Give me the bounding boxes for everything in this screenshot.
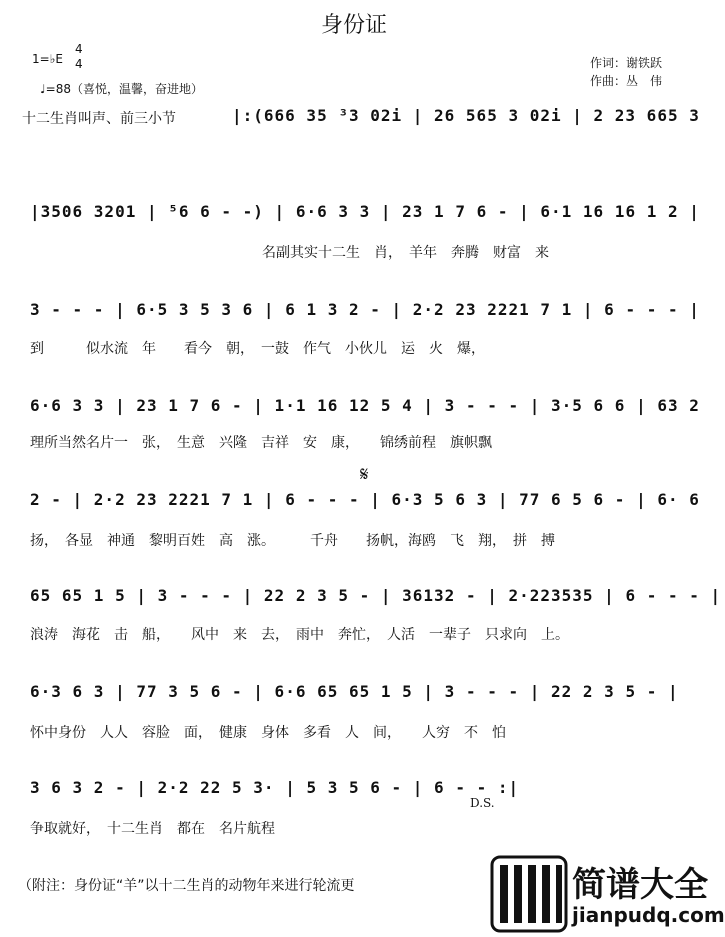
watermark-title: 简谱大全 bbox=[572, 865, 708, 905]
segno-sign: 𝄋 bbox=[360, 462, 369, 486]
music-row-7: 6·3 6 3 | 77 3 5 6 - | 6·6 65 65 1 5 | 3 - - - | 22 2 3 5 - | bbox=[30, 682, 679, 701]
piano-icon bbox=[490, 855, 568, 933]
music-row-8: 3 6 3 2 - | 2·2 22 5 3· | 5 3 5 6 - | 6 - - :| bbox=[30, 778, 520, 797]
time-numerator: 4 bbox=[75, 42, 83, 56]
watermark-url: jianpudq.com bbox=[572, 903, 725, 927]
composer-credit: 作曲：丛 伟 bbox=[590, 74, 663, 88]
lyrics-row-7: 怀中身份 人人 容脸 面， 健康 身体 多看 人 间， 人穷 不 怕 bbox=[30, 725, 506, 741]
lyrics-row-5: 扬， 各显 神通 黎明百姓 高 涨。 千舟 扬帆，海鸥 飞 翔， 拼 搏 bbox=[30, 533, 555, 549]
music-row-5: 2 - | 2·2 23 2221 7 1 | 6 - - - | 6·3 5 6 3 | 77 6 5 6 - | 6· 6 bbox=[30, 490, 700, 509]
footnote: （附注：身份证“羊”以十二生肖的动物年来进行轮流更 bbox=[18, 878, 355, 894]
ds-marking: D.S. bbox=[470, 796, 495, 810]
lyricist-credit: 作词：谢铁跃 bbox=[590, 56, 663, 70]
song-title: 身份证 bbox=[320, 13, 387, 38]
lyrics-row-2: 名副其实十二生 肖， 羊年 奔腾 财富 来 bbox=[262, 245, 549, 261]
music-row-1: |:(666 35 ³3 02i | 26 565 3 02i | 2 23 665 3 bbox=[232, 106, 700, 125]
key-signature: 1=♭E bbox=[32, 52, 63, 66]
lyrics-row-6: 浪涛 海花 击 船， 风中 来 去， 雨中 奔忙， 人活 一辈子 只求向 上。 bbox=[30, 627, 569, 643]
lyrics-row-4: 理所当然名片一 张， 生意 兴隆 吉祥 安 康， 锦绣前程 旗帜飘 bbox=[30, 435, 492, 451]
music-row-3: 3 - - - | 6·5 3 5 3 6 | 6 1 3 2 - | 2·2 23 2221 7 1 | 6 - - - | bbox=[30, 300, 700, 319]
lyrics-row-8: 争取就好， 十二生肖 都在 名片航程 bbox=[30, 821, 275, 837]
music-row-2: |3506 3201 | ⁵6 6 - -) | 6·6 3 3 | 23 1 7 6 - | 6·1 16 16 1 2 | bbox=[30, 202, 700, 221]
lyrics-row-3: 到 似水流 年 看今 朝， 一鼓 作气 小伙儿 运 火 爆， bbox=[30, 341, 485, 357]
tempo-marking: ♩=88（喜悦，温馨，奋进地） bbox=[40, 82, 203, 96]
music-row-6: 65 65 1 5 | 3 - - - | 22 2 3 5 - | 36132 - | 2·223535 | 6 - - - | bbox=[30, 586, 722, 605]
music-row-4: 6·6 3 3 | 23 1 7 6 - | 1·1 16 12 5 4 | 3 - - - | 3·5 6 6 | 63 2 bbox=[30, 396, 700, 415]
intro-text: 十二生肖叫声、前三小节 bbox=[22, 111, 176, 127]
time-denominator: 4 bbox=[75, 57, 83, 71]
watermark-logo bbox=[490, 855, 725, 933]
